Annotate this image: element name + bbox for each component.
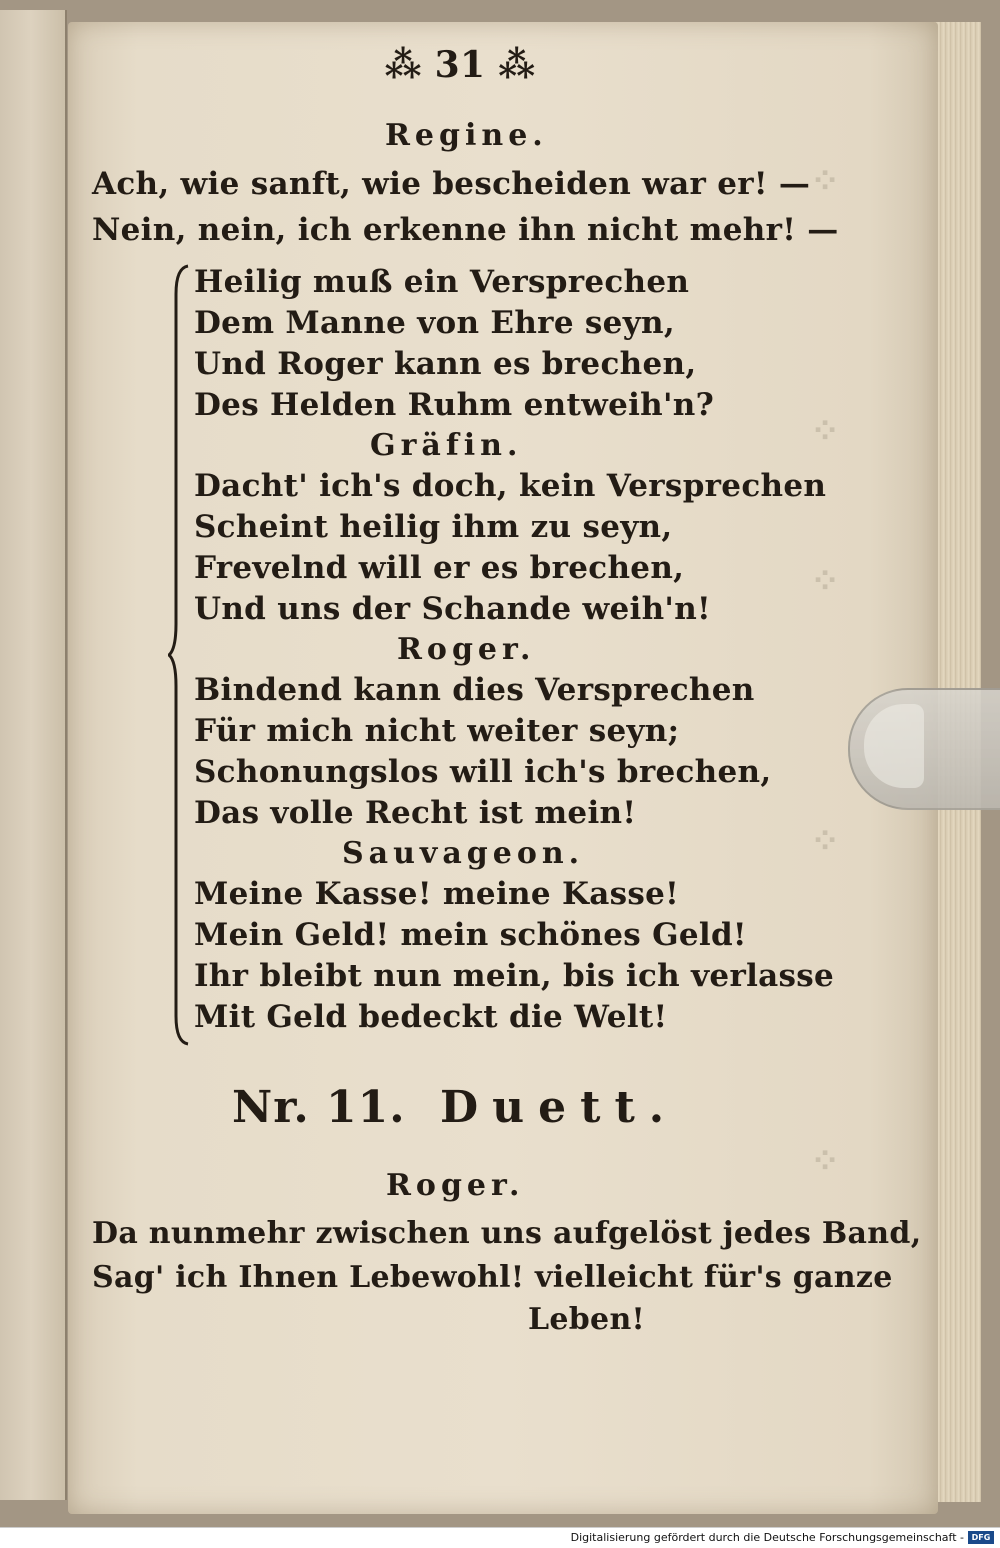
- bleed-through: ⁘: [810, 820, 841, 862]
- duett-line: Leben!: [528, 1302, 646, 1337]
- stanza4-line: Meine Kasse! meine Kasse!: [194, 876, 680, 912]
- stanza4-line: Mit Geld bedeckt die Welt!: [194, 999, 668, 1035]
- stanza3-line: Bindend kann dies Versprechen: [194, 672, 755, 708]
- regine-line: Ach, wie sanft, wie bescheiden war er! —: [92, 166, 811, 202]
- stanza3-line: Schonungslos will ich's brechen,: [194, 754, 772, 790]
- speaker-graefin: Gräfin.: [370, 428, 523, 463]
- stanza1-line: Des Helden Ruhm entweih'n?: [194, 387, 715, 423]
- speaker-roger: Roger.: [397, 632, 536, 667]
- stanza1-line: Und Roger kann es brechen,: [194, 346, 697, 382]
- stanza2-line: Dacht' ich's doch, kein Versprechen: [194, 468, 827, 504]
- duett-line: Sag' ich Ihnen Lebewohl! vielleicht für's ganze: [92, 1260, 893, 1295]
- ensemble-brace: [168, 264, 190, 1046]
- section-number: Nr. 11.: [232, 1082, 406, 1133]
- stanza4-line: Ihr bleibt nun mein, bis ich verlasse: [194, 958, 835, 994]
- left-page-edge: [0, 10, 67, 1500]
- footer-credit-text: Digitalisierung gefördert durch die Deutsche Forschungsgemeinschaft -: [570, 1531, 964, 1544]
- stanza3-line: Das volle Recht ist mein!: [194, 795, 637, 831]
- dfg-logo: DFG: [968, 1531, 994, 1544]
- clip-highlight: [864, 704, 924, 788]
- ornament-right-icon: ⁂: [498, 44, 536, 86]
- duett-line: Da nunmehr zwischen uns aufgelöst jedes Band,: [92, 1216, 922, 1251]
- stanza4-line: Mein Geld! mein schönes Geld!: [194, 917, 747, 953]
- stanza2-line: Und uns der Schande weih'n!: [194, 591, 711, 627]
- stanza3-line: Für mich nicht weiter seyn;: [194, 713, 680, 749]
- bleed-through: ⁘: [810, 160, 841, 202]
- speaker-regine: Regine.: [385, 118, 548, 153]
- page-number-header: [360, 44, 560, 86]
- credit-footer: [0, 1527, 1000, 1548]
- section-title: Duett.: [440, 1082, 679, 1133]
- bleed-through: ⁘: [810, 1140, 841, 1182]
- stanza2-line: Frevelnd will er es brechen,: [194, 550, 685, 586]
- bleed-through: ⁘: [810, 560, 841, 602]
- page-clip: [848, 688, 1000, 810]
- stanza2-line: Scheint heilig ihm zu seyn,: [194, 509, 673, 545]
- page-number: 31: [434, 44, 486, 86]
- stanza1-line: Heilig muß ein Versprechen: [194, 264, 690, 300]
- speaker-sauvageon: Sauvageon.: [342, 836, 585, 871]
- stanza1-line: Dem Manne von Ehre seyn,: [194, 305, 675, 341]
- speaker-roger-duett: Roger.: [386, 1168, 525, 1203]
- bleed-through: ⁘: [810, 410, 841, 452]
- regine-line: Nein, nein, ich erkenne ihn nicht mehr! —: [92, 212, 839, 248]
- ornament-left-icon: ⁂: [384, 44, 422, 86]
